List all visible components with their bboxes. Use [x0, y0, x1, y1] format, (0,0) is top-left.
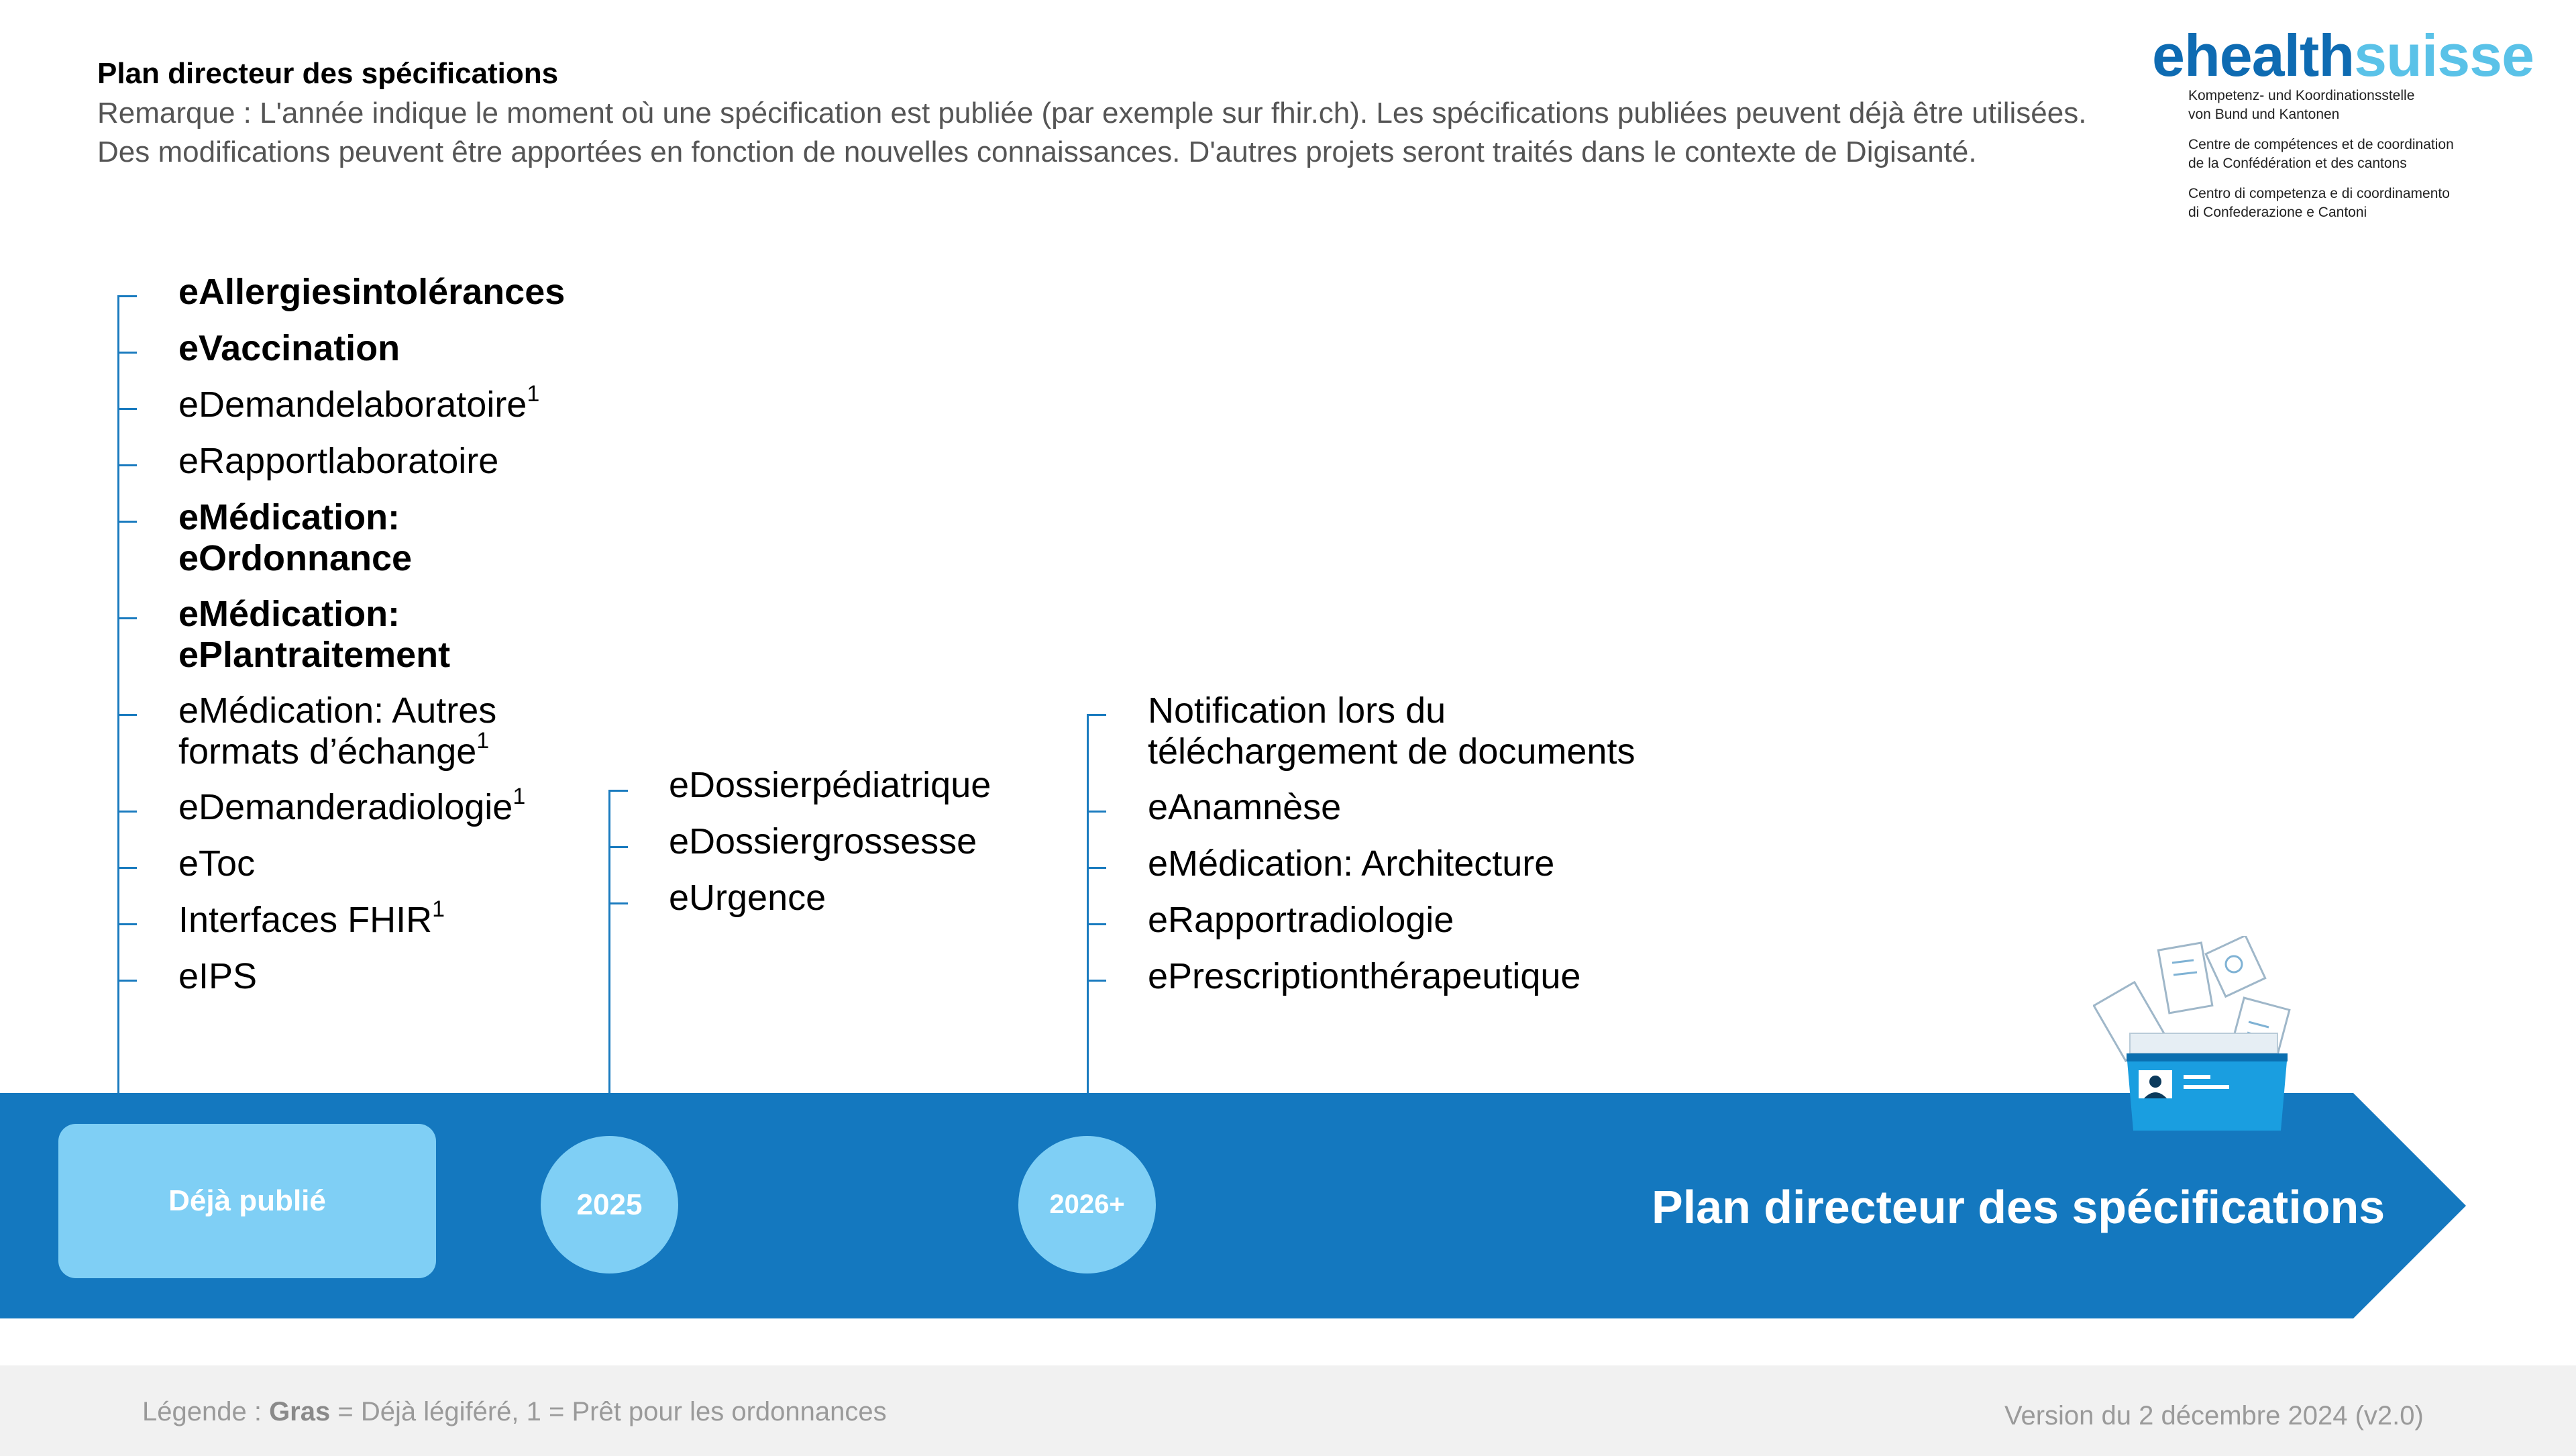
logo-line-2: von Bund und Kantonen [2188, 107, 2340, 122]
spec-item: eDossierpédiatrique [669, 765, 991, 805]
logo-line-3: Centre de compétences et de coordination [2188, 137, 2454, 152]
badge-2025: 2025 [541, 1136, 678, 1273]
spec-item: eAnamnèse [1148, 787, 1342, 827]
spec-item: eUrgence [669, 878, 826, 918]
spec-item: eAllergiesintolérances [178, 272, 566, 312]
logo-line-6: di Confederazione e Cantoni [2188, 205, 2367, 220]
version-text: Version du 2 décembre 2024 (v2.0) [2004, 1401, 2424, 1431]
spec-item: eVaccination [178, 328, 400, 368]
spec-item: eMédication: Architecture [1148, 843, 1555, 884]
logo-word-part2: suisse [2354, 22, 2534, 89]
logo-line-4: de la Confédération et des cantons [2188, 156, 2407, 171]
remark-text: Remarque : L'année indique le moment où une spécification est publiée (par exemple sur fhir.ch). Les spécifications publiées peuvent déjà être utilisées. Des modifications peuvent être apportées en fonction de nouvelles connaissances. D'autres projets seront traités dans le contexte de Digisanté. [97, 97, 2087, 168]
spec-item: eMédication: eOrdonnance [178, 497, 413, 578]
logo-line-5: Centro di competenza e di coordinamento [2188, 186, 2450, 201]
logo-line-1: Kompetenz- und Koordinationsstelle [2188, 88, 2415, 103]
logo-word-part1: ehealth [2152, 22, 2355, 89]
band-title: Plan directeur des spécifications [1652, 1181, 2385, 1233]
spec-item: Interfaces FHIR$^1$ [178, 896, 445, 940]
spec-item: Notification lors du téléchargement de documents [1148, 690, 1635, 772]
spec-item: eIPS [178, 956, 258, 996]
document-folder-icon [2093, 936, 2308, 1137]
spec-item: eRapportradiologie [1148, 900, 1454, 940]
badge-2026: 2026+ [1018, 1136, 1156, 1273]
spec-item: eMédication: Autres formats d’échange$^1$ [178, 690, 497, 772]
spec-item: eToc [178, 843, 256, 884]
page-title: Plan directeur des spécifications [97, 57, 559, 90]
spec-item: eDemanderadiologie$^1$ [178, 784, 526, 827]
legend: Légende : Gras = Déjà légiféré, 1 = Prêt pour les ordonnances [142, 1397, 887, 1426]
badge-published: Déjà publié [58, 1124, 436, 1278]
spec-item: ePrescriptionthérapeutique [1148, 956, 1581, 996]
spec-item: eMédication: ePlantraitement [178, 594, 451, 675]
spec-item: eDossiergrossesse [669, 821, 977, 862]
spec-item: eRapportlaboratoire [178, 441, 499, 481]
spec-item: eDemandelaboratoire$^1$ [178, 381, 540, 425]
